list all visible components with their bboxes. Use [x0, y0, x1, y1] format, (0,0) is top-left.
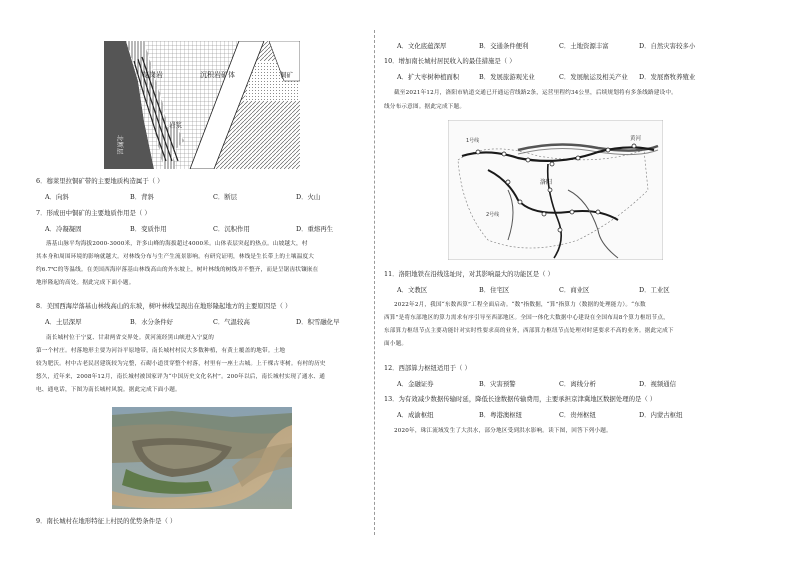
q7-stem: 7．形成田中铜矿的主要地质作用是（ ） [36, 209, 151, 217]
q10-option-a[interactable]: A．扩大枣树种植面积 [397, 73, 460, 81]
passage-village-1: 南长城村位于宁夏、甘肃两省交界处。黄河流经黑山峡进入宁夏的 [46, 335, 215, 341]
passage-village-4: 悠久，近年来，2008年12月，南长城村被国家评为“中国历史文化名村”。200年以后，南长城村实现了通水、通 [36, 374, 326, 380]
q12-option-c[interactable]: C．离线分析 [559, 380, 596, 388]
q9-option-c[interactable]: C．土地资源丰富 [559, 42, 609, 50]
line1-label: 1号线 [466, 138, 480, 144]
q13-option-a[interactable]: A．成渝枢纽 [397, 411, 434, 419]
label-granite: 花岗岩 [142, 71, 163, 79]
q13-option-b[interactable]: B．粤港澳枢纽 [479, 411, 523, 419]
label-fault: 北断层 [116, 135, 124, 155]
q7-option-a[interactable]: A．冷凝凝固 [45, 225, 82, 233]
line2-label: 2号线 [486, 212, 500, 218]
village-aerial-photo [112, 407, 292, 509]
q7-option-c[interactable]: C．沉积作用 [213, 225, 250, 233]
passage-rocky-1: 落基山脉平均海拔2000-3000米，许多山峰的海拔超过4000米。山体表层突起的热点。山坡越大，村 [46, 241, 308, 247]
label-magma: 岩浆 [169, 121, 182, 129]
q13-option-c[interactable]: C．贵州枢纽 [559, 411, 596, 419]
q10-option-b[interactable]: B．发展旅游观光业 [479, 73, 535, 81]
passage-compute-2: 西算”是将东部地区的算力需求有序引导至西部地区。全国一体化大数据中心建设在全国布局8个算力枢纽节点， [384, 315, 669, 321]
label-sedimentary: 沉积岩矿体 [200, 71, 235, 79]
q11-option-a[interactable]: A．文教区 [397, 286, 428, 294]
passage-rocky-3: 约6.7℃的等温线。在美国西海岸落基山林线高山的外东坡上，树叶林线的树线并不整齐，而是呈锯齿状镶嵌在 [36, 267, 319, 273]
passage-compute-1: 2022年2月，我国“东数西算”工程全面启动。“数”指数据，“算”指算力（数据的处理能力）。“东数 [394, 302, 646, 308]
geology-cross-section [104, 41, 300, 169]
q7-option-d[interactable]: D．重熔再生 [296, 225, 334, 233]
passage-metro-2: 线分布示意图。据此完成下题。 [384, 104, 466, 110]
q13-stem: 13．为有效减少数据传输时延，降低长途数据传输费用，主要承担京津冀地区数据处理的是（ ） [384, 395, 657, 403]
passage-rocky-2: 其本身和周围环境的影响就越大。对林线分布与生产生流景影响。有研究证明，林线是生长带上的土壤温度大 [36, 254, 315, 260]
passage-metro-1: 截至2021年12月，洛阳市轨道交通已开通运营线路2条，运营里程约34公里，后续规划将有多条线路建设中。 [394, 90, 677, 96]
metro-map [448, 120, 663, 260]
q9-option-d[interactable]: D．自然灾害较多小 [639, 42, 696, 50]
passage-village-2: 第一个村庄。村落地形主要为河谷平原地带，南长城村村民大多数种植，有黄土覆盖的地带。土地 [36, 348, 286, 354]
q11-option-d[interactable]: D．工业区 [639, 286, 670, 294]
q12-option-d[interactable]: D．视频通信 [639, 380, 677, 388]
q6-option-b[interactable]: B．背斜 [130, 193, 154, 201]
q11-stem: 11．洛阳地铁在沿线选址时，对其影响最大的功能区是（ ） [384, 270, 554, 278]
q8-option-b[interactable]: B．水分条件好 [130, 318, 174, 326]
q6-option-d[interactable]: D．火山 [296, 193, 321, 201]
q13-option-d[interactable]: D．内蒙古枢纽 [639, 411, 683, 419]
river-label: 黄河 [630, 136, 642, 142]
q11-option-c[interactable]: C．商业区 [559, 286, 590, 294]
q12-option-a[interactable]: A．金融证券 [397, 380, 434, 388]
label-copper: 铜矿 [280, 71, 293, 79]
column-divider [374, 30, 375, 535]
q11-option-b[interactable]: B．住宅区 [479, 286, 510, 294]
passage-rocky-4: 地形隆起的高处。据此完成下面小题。 [36, 280, 135, 286]
passage-compute-4: 面小题。 [384, 341, 408, 347]
q7-option-b[interactable]: B．变质作用 [130, 225, 167, 233]
passage-compute-3: 东部算力枢纽节点主要功能针对实时性要求高的业务，西部算力枢纽节点处理对时延要求不高的业务。据此完成下 [384, 328, 674, 334]
q8-stem: 8．美国西海岸落基山林线高山的东坡，树叶林线呈现出在地形隆起地方的主要原因是（ ） [36, 302, 292, 310]
q10-option-d[interactable]: D．发展畜牧养殖业 [639, 73, 696, 81]
q6-option-a[interactable]: A．向斜 [45, 193, 69, 201]
passage-village-3: 较为肥沃。村中古老民居建筑较为完整，石砌小道贯穿整个村落，村里有一座土古城。上千棵古枣树。有村的历史 [36, 361, 326, 367]
q9-option-a[interactable]: A．文化底蕴深厚 [397, 42, 447, 50]
q12-stem: 12．西部算力枢纽适用于（ ） [384, 364, 471, 372]
q6-option-c[interactable]: C．断层 [213, 193, 238, 201]
q10-stem: 10．增加南长城村居民收入的最佳措施是（ ） [384, 57, 516, 65]
q10-option-c[interactable]: C．发展航运及相关产业 [559, 73, 628, 81]
q12-option-b[interactable]: B．灾害预警 [479, 380, 516, 388]
q8-option-a[interactable]: A．土层深厚 [45, 318, 82, 326]
passage-flood-1: 2020年，珠江流域发生了大洪水，部分地区受到洪水影响。读下图，回答下列小题。 [394, 428, 612, 434]
city-label: 洛阳 [540, 179, 553, 186]
q8-option-c[interactable]: C．气温较高 [213, 318, 250, 326]
q9-stem: 9．南长城村在地形特征上村民的优势条件是（ ） [36, 517, 177, 525]
q6-stem: 6．穆莱里拉铜矿带的主要地质构造属于（ ） [36, 177, 164, 185]
q8-option-d[interactable]: D．积雪融化早 [296, 318, 340, 326]
passage-village-5: 电、通电话，下图为南长城村风貌。据此完成下面小题。 [36, 387, 181, 393]
q9-option-b[interactable]: B．交通条件便利 [479, 42, 529, 50]
